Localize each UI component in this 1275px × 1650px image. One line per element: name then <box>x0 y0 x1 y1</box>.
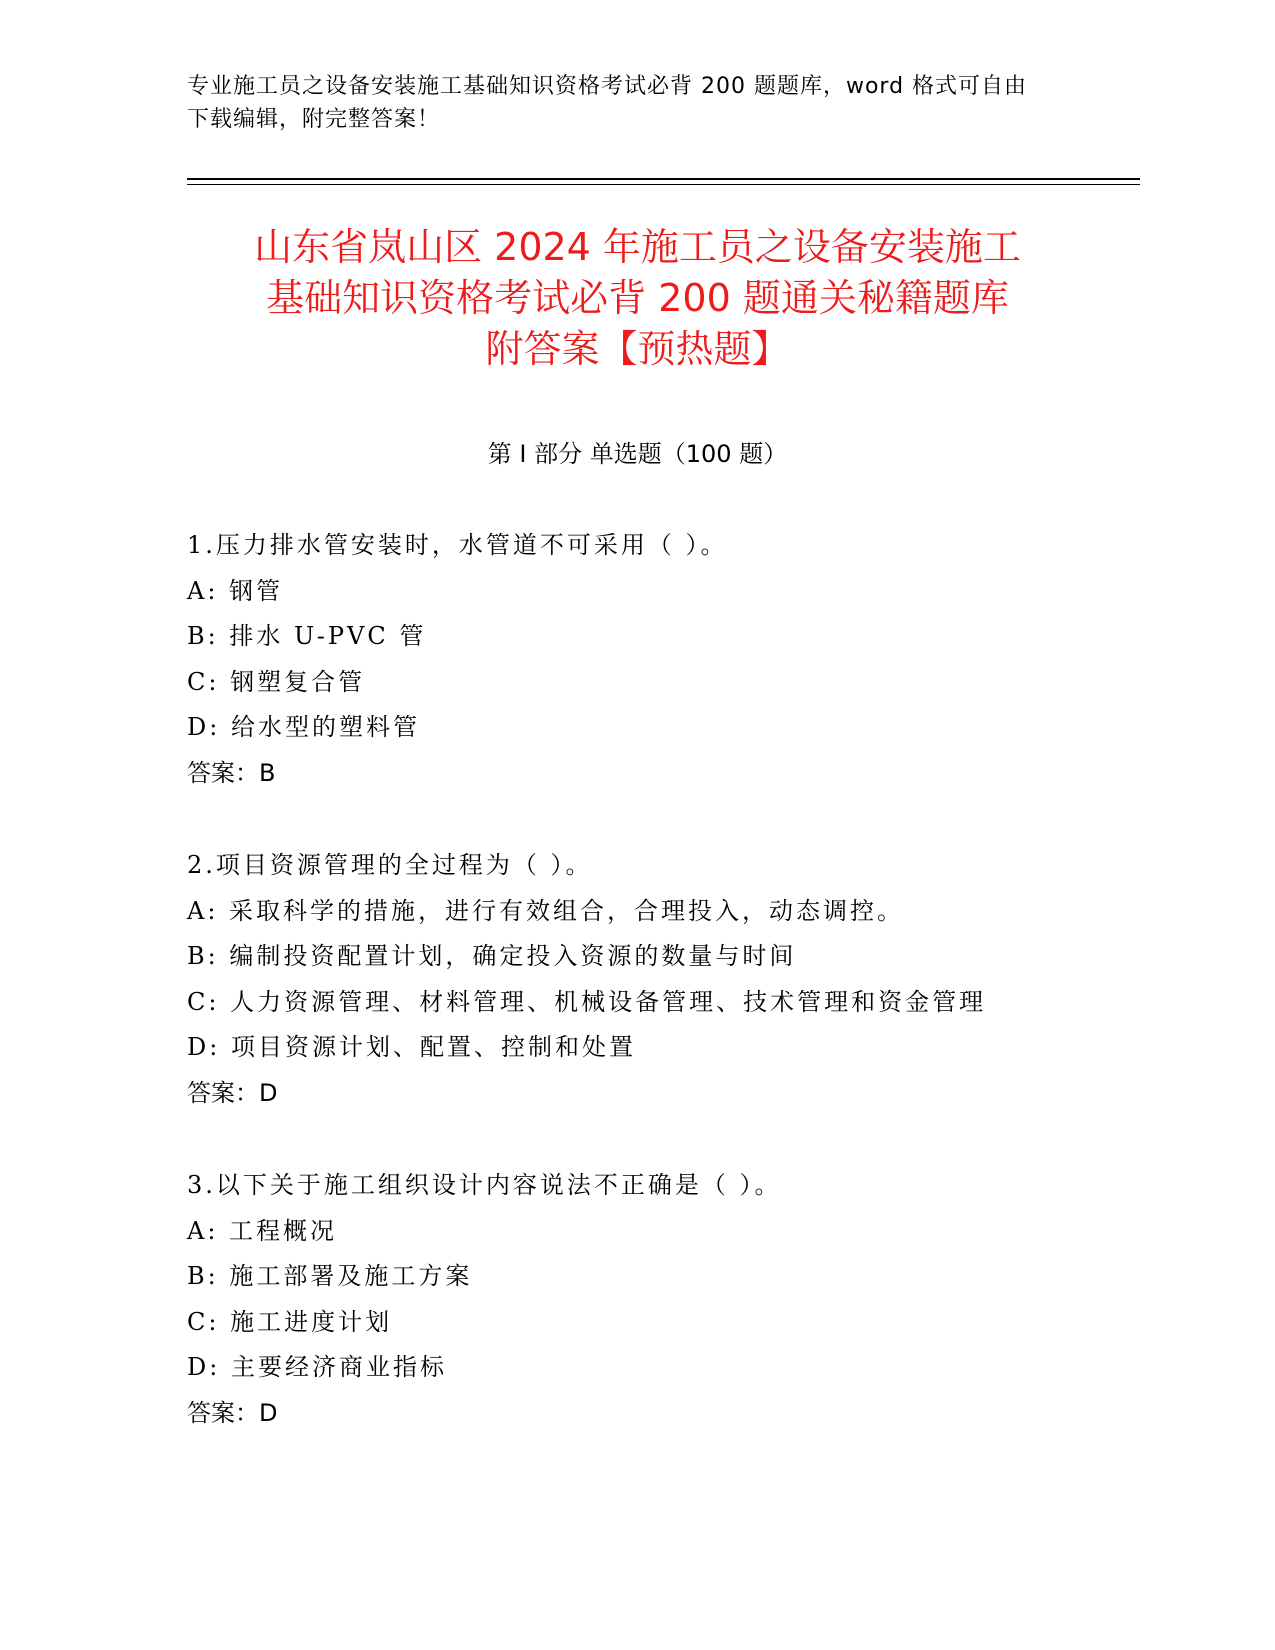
question-stem: 2.项目资源管理的全过程为（ ）。 <box>187 851 593 879</box>
document-title-line-3: 附答案【预热题】 <box>485 327 790 371</box>
option-b: B: 排水 U-PVC 管 <box>187 622 427 650</box>
option-c: C: 钢塑复合管 <box>187 667 366 696</box>
answer: 答案：D <box>187 1078 278 1107</box>
question-stem: 3.以下关于施工组织设计内容说法不正确是（ ）。 <box>187 1171 782 1199</box>
option-d: D: 给水型的塑料管 <box>187 713 420 741</box>
header-note <box>187 70 1087 136</box>
header-note-line-1: 专业施工员之设备安装施工基础知识资格考试必背 200 题题库，word 格式可自由 <box>187 74 1028 99</box>
option-a: A: 工程概况 <box>187 1216 338 1245</box>
option-a: A: 钢管 <box>187 576 284 605</box>
header-note-line-2: 下载编辑，附完整答案！ <box>187 107 441 132</box>
header-divider-thin <box>187 184 1140 185</box>
option-b: B: 施工部署及施工方案 <box>187 1262 473 1290</box>
document-title <box>150 222 1125 375</box>
option-b: B: 编制投资配置计划，确定投入资源的数量与时间 <box>187 942 797 970</box>
option-a: A: 采取科学的措施，进行有效组合，合理投入，动态调控。 <box>187 896 905 925</box>
header-divider-thick <box>187 178 1140 180</box>
section-heading: 第 I 部分 单选题（100 题） <box>487 440 788 468</box>
question-2 <box>187 843 1087 1116</box>
question-stem: 1.压力排水管安装时，水管道不可采用（ ）。 <box>187 531 728 559</box>
document-title-line-2: 基础知识资格考试必背 200 题通关秘籍题库 <box>266 276 1009 320</box>
question-3 <box>187 1163 1087 1436</box>
question-list <box>187 523 1087 1483</box>
option-d: D: 主要经济商业指标 <box>187 1353 447 1381</box>
document-title-line-1: 山东省岚山区 2024 年施工员之设备安装施工 <box>254 225 1021 269</box>
question-1 <box>187 523 1087 796</box>
answer: 答案：D <box>187 1398 278 1427</box>
option-d: D: 项目资源计划、配置、控制和处置 <box>187 1033 636 1061</box>
option-c: C: 人力资源管理、材料管理、机械设备管理、技术管理和资金管理 <box>187 987 987 1016</box>
option-c: C: 施工进度计划 <box>187 1307 393 1336</box>
answer: 答案：B <box>187 758 276 787</box>
